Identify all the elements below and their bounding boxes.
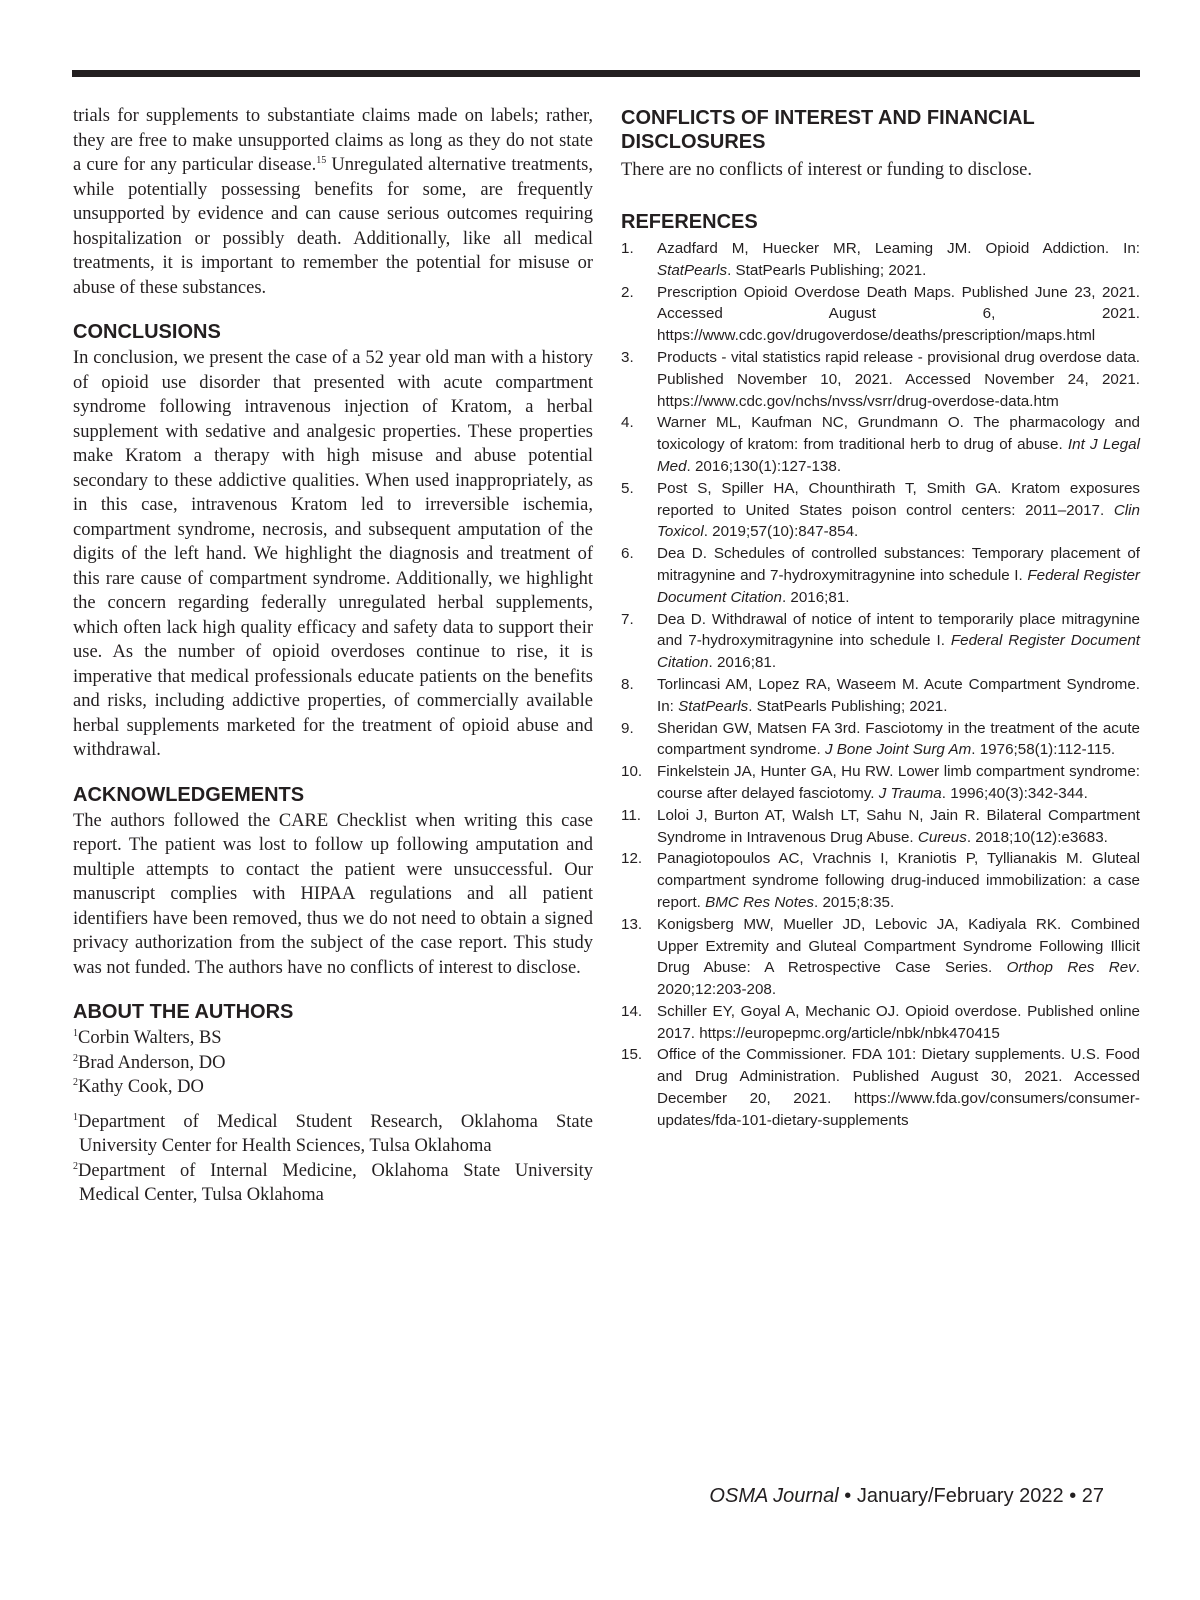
page-footer <box>709 1484 1104 1508</box>
reference-source-title: StatPearls <box>678 697 749 715</box>
reference-number: 2. <box>621 283 634 301</box>
reference-number: 9. <box>621 719 634 737</box>
reference-text: . 2019;57(10):847-854. <box>703 523 859 541</box>
author-list <box>73 1026 593 1100</box>
reference-text: . 1996;40(3):342-344. <box>941 784 1088 802</box>
reference-text: Office of the Commissioner. FDA 101: Dietary supplements. U.S. Food and Drug Administration. Published August 30, 2021. Accessed December 20, 2021. https://www.fda.gov/consumers/consumer-updates/fda-101-dietary-supplements <box>657 1046 1140 1129</box>
affiliation-entry: $^1$Department of Medical Student Research, Oklahoma State University Center for Health Sciences, Tulsa Oklahoma <box>73 1111 593 1156</box>
reference-text: . 2016;130(1):127-138. <box>686 457 842 475</box>
reference-source-title: Federal Register Document Citation <box>657 566 1140 606</box>
reference-source-title: Int J Legal Med <box>657 436 1140 475</box>
reference-number: 13. <box>621 915 643 933</box>
reference-source-title: Clin Toxicol <box>657 501 1140 541</box>
reference-text: Panagiotopoulos AC, Vrachnis I, Kraniotis P, Tyllianakis M. Gluteal compartment syndrome following drug-induced immobilization: a case report. <box>657 850 1140 911</box>
reference-text: . StatPearls Publishing; 2021. <box>748 697 948 715</box>
reference-item <box>621 543 1140 608</box>
reference-number: 5. <box>621 479 634 497</box>
affiliation-entry: $^2$Department of Internal Medicine, Oklahoma State University Medical Center, Tulsa Oklahoma <box>73 1160 593 1205</box>
reference-text: Schiller EY, Goyal A, Mechanic OJ. Opioid overdose. Published online 2017. https://europepmc.org/article/nbk/nbk470415 <box>657 1002 1140 1042</box>
reference-text: Loloi J, Burton AT, Walsh LT, Sahu N, Jain R. Bilateral Compartment Syndrome in Intravenous Drug Abuse. <box>657 806 1140 846</box>
reference-item <box>621 761 1140 805</box>
reference-number: 6. <box>621 545 634 563</box>
reference-item <box>621 478 1140 543</box>
reference-source-title: Federal Register Document Citation <box>657 632 1140 672</box>
reference-item <box>621 914 1140 1001</box>
issue-and-page: • January/February 2022 • 27 <box>838 1485 1104 1507</box>
right-column <box>621 104 1140 1132</box>
references-heading: REFERENCES <box>621 211 758 233</box>
reference-text: . 2018;10(12):e3683. <box>966 828 1108 846</box>
affiliation-list <box>73 1110 593 1208</box>
reference-text: Azadfard M, Huecker MR, Leaming JM. Opioid Addiction. In: <box>657 240 1140 257</box>
reference-item <box>621 609 1140 674</box>
reference-text: Post S, Spiller HA, Chounthirath T, Smith GA. Kratom exposures reported to United States poison control centers: 2011–2017. <box>657 479 1140 519</box>
reference-source-title: J Trauma <box>878 784 942 802</box>
journal-name: OSMA Journal <box>709 1485 839 1507</box>
acknowledgements-paragraph: The authors followed the CARE Checklist when writing this case report. The patient was lost to follow up following amputation and multiple attempts to contact the patient were unsuccessful. Our manuscript complies with HIPAA regulations and all patient identifiers have been removed, thus we do not need to obtain a signed privacy authorization from the subject of the case report. This study was not funded. The authors have no conflicts of interest to disclose. <box>73 810 593 978</box>
reference-item <box>621 282 1140 347</box>
reference-item <box>621 238 1140 282</box>
intro-paragraph: trials for supplements to substantiate claims made on labels; rather, they are free to make unsupported claims as long as they do not state a cure for any particular disease.$^{15}$ Unregulated alternative treatments, while potentially possessing benefits for some, are frequently unsupported by evidence and can cause serious outcomes requiring hospitalization or possibly death. Additionally, like all medical treatments, it is important to remember the potential for misuse or abuse of these substances. <box>73 106 593 298</box>
acknowledgements-heading: ACKNOWLEDGEMENTS <box>73 783 305 806</box>
reference-text: . 2020;12:203-208. <box>657 959 1140 999</box>
reference-text: . 2016;81. <box>708 654 777 672</box>
author-entry: $^1$Corbin Walters, BS <box>73 1027 222 1048</box>
reference-text: Warner ML, Kaufman NC, Grundmann O. The pharmacology and toxicology of kratom: from traditional herb to drug of abuse. <box>657 414 1140 454</box>
reference-text: Sheridan GW, Matsen FA 3rd. Fasciotomy in the treatment of the acute compartment syndrome. <box>657 719 1140 759</box>
reference-number: 4. <box>621 414 634 432</box>
reference-number: 14. <box>621 1002 643 1020</box>
about-authors-heading: ABOUT THE AUTHORS <box>73 1001 294 1023</box>
reference-number: 1. <box>621 240 634 257</box>
reference-item <box>621 1001 1140 1045</box>
reference-item <box>621 848 1140 913</box>
reference-source-title: J Bone Joint Surg Am <box>824 741 972 759</box>
reference-number: 10. <box>621 763 643 781</box>
reference-source-title: StatPearls <box>657 261 728 279</box>
reference-item <box>621 674 1140 718</box>
reference-number: 15. <box>621 1046 643 1064</box>
reference-text: Finkelstein JA, Hunter GA, Hu RW. Lower limb compartment syndrome: course after delayed fasciotomy. <box>657 763 1140 802</box>
reference-text: Products - vital statistics rapid release - provisional drug overdose data. Published November 10, 2021. Accessed November 24, 2021. https://www.cdc.gov/nchs/nvss/vsrr/drug-overdose-data.htm <box>657 348 1140 410</box>
reference-text: . StatPearls Publishing; 2021. <box>727 261 927 279</box>
reference-text: Torlincasi AM, Lopez RA, Waseem M. Acute Compartment Syndrome. In: <box>657 675 1140 715</box>
reference-source-title: Cureus <box>917 828 967 846</box>
reference-number: 11. <box>621 806 641 824</box>
citation-superscript: 15 <box>316 154 327 166</box>
top-rule <box>72 70 1140 77</box>
reference-item <box>621 1044 1140 1131</box>
reference-list <box>621 238 1140 1132</box>
reference-item <box>621 805 1140 849</box>
reference-text: Dea D. Withdrawal of notice of intent to temporarily place mitragynine and 7-hydroxymitragynine into schedule I. <box>657 610 1140 650</box>
conclusions-paragraph: In conclusion, we present the case of a 52 year old man with a history of opioid use disorder that presented with acute compartment syndrome following intravenous injection of Kratom, a herbal supplement with sedative and analgesic properties. These properties make Kratom a therapy with high misuse and abuse potential secondary to these addictive qualities. When used inappropriately, as in this case, intravenous Kratom led to irreversible ischemia, compartment syndrome, necrosis, and subsequent amputation of the digits of the left hand. We highlight the diagnosis and treatment of this rare cause of compartment syndrome. Additionally, we highlight the concern regarding federally unregulated herbal supplements, which often lack high quality efficacy and safety data to support their use. As the number of opioid overdoses continue to rise, it is imperative that medical professionals educate patients on the benefits and risks, including addictive properties, of commercially available herbal supplements marketed for the treatment of opioid abuse and withdrawal. <box>73 348 593 760</box>
reference-item <box>621 412 1140 477</box>
reference-number: 8. <box>621 675 634 693</box>
reference-text: Prescription Opioid Overdose Death Maps. Published June 23, 2021. Accessed August 6, 2021. https://www.cdc.gov/drugoverdose/deaths/prescription/maps.html <box>657 283 1140 345</box>
reference-text: . 1976;58(1):112-115. <box>971 741 1116 759</box>
conflicts-heading: CONFLICTS OF INTEREST AND FINANCIAL DISCLOSURES <box>621 107 1035 153</box>
reference-text: Dea D. Schedules of controlled substances: Temporary placement of mitragynine and 7-hydroxymitragynine into schedule I. <box>657 545 1140 584</box>
author-entry: $^2$Kathy Cook, DO <box>73 1076 204 1097</box>
conflicts-paragraph: There are no conflicts of interest or funding to disclose. <box>621 160 1032 180</box>
reference-source-title: BMC Res Notes <box>705 893 814 911</box>
reference-text: . 2015;8:35. <box>814 893 895 911</box>
reference-item <box>621 718 1140 762</box>
reference-text: . 2016;81. <box>781 588 850 606</box>
author-entry: $^2$Brad Anderson, DO <box>73 1052 226 1073</box>
reference-number: 12. <box>621 850 643 868</box>
reference-text: Konigsberg MW, Mueller JD, Lebovic JA, Kadiyala RK. Combined Upper Extremity and Gluteal Compartment Syndrome Following Illicit Drug Abuse: A Retrospective Case Series. <box>657 915 1140 977</box>
reference-number: 7. <box>621 610 634 628</box>
reference-item <box>621 347 1140 412</box>
left-column <box>73 104 593 1208</box>
conclusions-heading: CONCLUSIONS <box>73 321 221 343</box>
reference-source-title: Orthop Res Rev <box>1006 959 1136 977</box>
reference-number: 3. <box>621 348 634 366</box>
